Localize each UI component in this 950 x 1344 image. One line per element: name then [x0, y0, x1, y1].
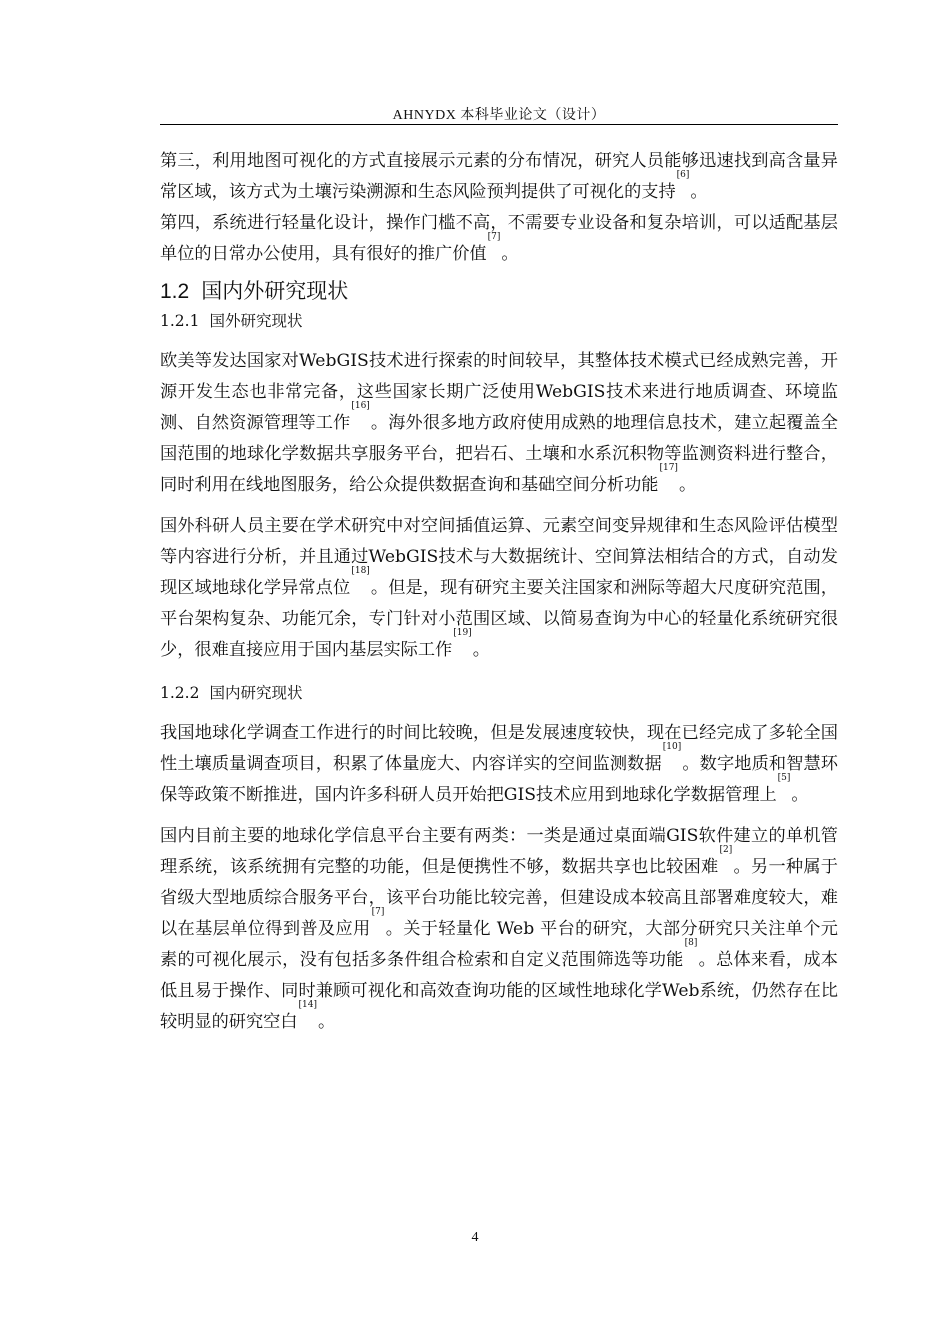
paragraph-text: 第三，利用地图可视化的方式直接展示元素的分布情况，研究人员能够迅速找到高含量异常区域，该方式为土壤污染溯源和生态风险预判提供了可视化的支持: [160, 151, 838, 202]
paragraph-foreign-2: [160, 511, 838, 666]
heading-title: 国内研究现状: [209, 684, 303, 702]
citation: [18]: [351, 566, 370, 576]
paragraph-text: 第四，系统进行轻量化设计，操作门槛不高，不需要专业设备和复杂培训，可以适配基层单位的日常办公使用，具有很好的推广价值: [160, 213, 838, 264]
paragraph-fourth-point: [160, 208, 838, 270]
heading-number: 1.2.1: [160, 312, 200, 330]
paragraph-text: 。关于轻量化 Web 平台的研究，大部分研究只关注单个元素的可视化展示，没有包括多条件组合检索和自定义范围筛选等功能: [160, 919, 838, 970]
page-header: AHNYDX 本科毕业论文（设计）: [392, 108, 606, 123]
paragraph-third-point: [160, 146, 838, 208]
paragraph-text: 。: [690, 182, 708, 202]
section-heading-1-2: [160, 278, 838, 306]
section-heading-1-2-1: [160, 308, 838, 334]
citation: [7]: [371, 907, 385, 917]
citation: [19]: [453, 628, 472, 638]
citation: [8]: [684, 938, 698, 948]
paragraph-domestic-1: [160, 718, 838, 811]
citation: [10]: [662, 742, 682, 752]
citation: [14]: [298, 1000, 317, 1010]
citation: [7]: [487, 232, 501, 242]
paragraph-text: 。另一种属于省级大型地质综合服务平台，该平台功能比较完善，但建设成本较高且部署难度较大，难以在基层单位得到普及应用: [160, 857, 838, 939]
paragraph-text: 。总体来看，成本低且易于操作、同时兼顾可视化和高效查询功能的区域性地球化学Web系统，仍然存在比较明显的研究空白: [160, 950, 838, 1032]
page-number: 4: [471, 1230, 479, 1245]
paragraph-text: 国内目前主要的地球化学信息平台主要有两类：一类是通过桌面端GIS软件建立的单机管理系统，该系统拥有完整的功能，但是便携性不够，数据共享也比较困难: [160, 826, 838, 877]
heading-number: 1.2: [160, 280, 190, 303]
citation: [17]: [659, 463, 678, 473]
paragraph-text: 欧美等发达国家对WebGIS技术进行探索的时间较早，其整体技术模式已经成熟完善，开源开发生态也非常完备，这些国家长期广泛使用WebGIS技术来进行地质调查、环境监测、自然资源管理等工作: [160, 351, 838, 433]
citation: [5]: [777, 773, 791, 783]
paragraph-text: 。: [678, 475, 697, 495]
heading-title: 国内外研究现状: [201, 280, 349, 303]
heading-number: 1.2.2: [160, 684, 200, 702]
paragraph-domestic-2: [160, 821, 838, 1038]
document-body: [160, 146, 838, 1038]
paragraph-foreign-1: [160, 346, 838, 501]
heading-title: 国外研究现状: [209, 312, 303, 330]
header-rule: [160, 124, 838, 125]
paragraph-text: 国外科研人员主要在学术研究中对空间插值运算、元素空间变异规律和生态风险评估模型等内容进行分析，并且通过WebGIS技术与大数据统计、空间算法相结合的方式，自动发现区域地球化学异常点位: [160, 516, 838, 598]
paragraph-text: 。海外很多地方政府使用成熟的地理信息技术，建立起覆盖全国范围的地球化学数据共享服务平台，把岩石、土壤和水系沉积物等监测资料进行整合，同时利用在线地图服务，给公众提供数据查询和基础空间分析功能: [160, 413, 838, 495]
paragraph-text: 。: [472, 640, 490, 660]
paragraph-text: 。: [318, 1012, 336, 1032]
paragraph-text: 。: [501, 244, 519, 264]
citation: [6]: [676, 170, 690, 180]
paragraph-text: 。数字地质和智慧环保等政策不断推进，国内许多科研人员开始把GIS技术应用到地球化学数据管理上: [160, 754, 838, 805]
section-heading-1-2-2: [160, 680, 838, 706]
citation: [2]: [719, 845, 733, 855]
paragraph-text: 。: [791, 785, 809, 805]
paragraph-text: 。但是，现有研究主要关注国家和洲际等超大尺度研究范围，平台架构复杂、功能冗余，专门针对小范围区域、以简易查询为中心的轻量化系统研究很少，很难直接应用于国内基层实际工作: [160, 578, 838, 660]
paragraph-text: 我国地球化学调查工作进行的时间比较晚，但是发展速度较快，现在已经完成了多轮全国性土壤质量调查项目，积累了体量庞大、内容详实的空间监测数据: [160, 723, 838, 774]
citation: [16]: [351, 401, 370, 411]
